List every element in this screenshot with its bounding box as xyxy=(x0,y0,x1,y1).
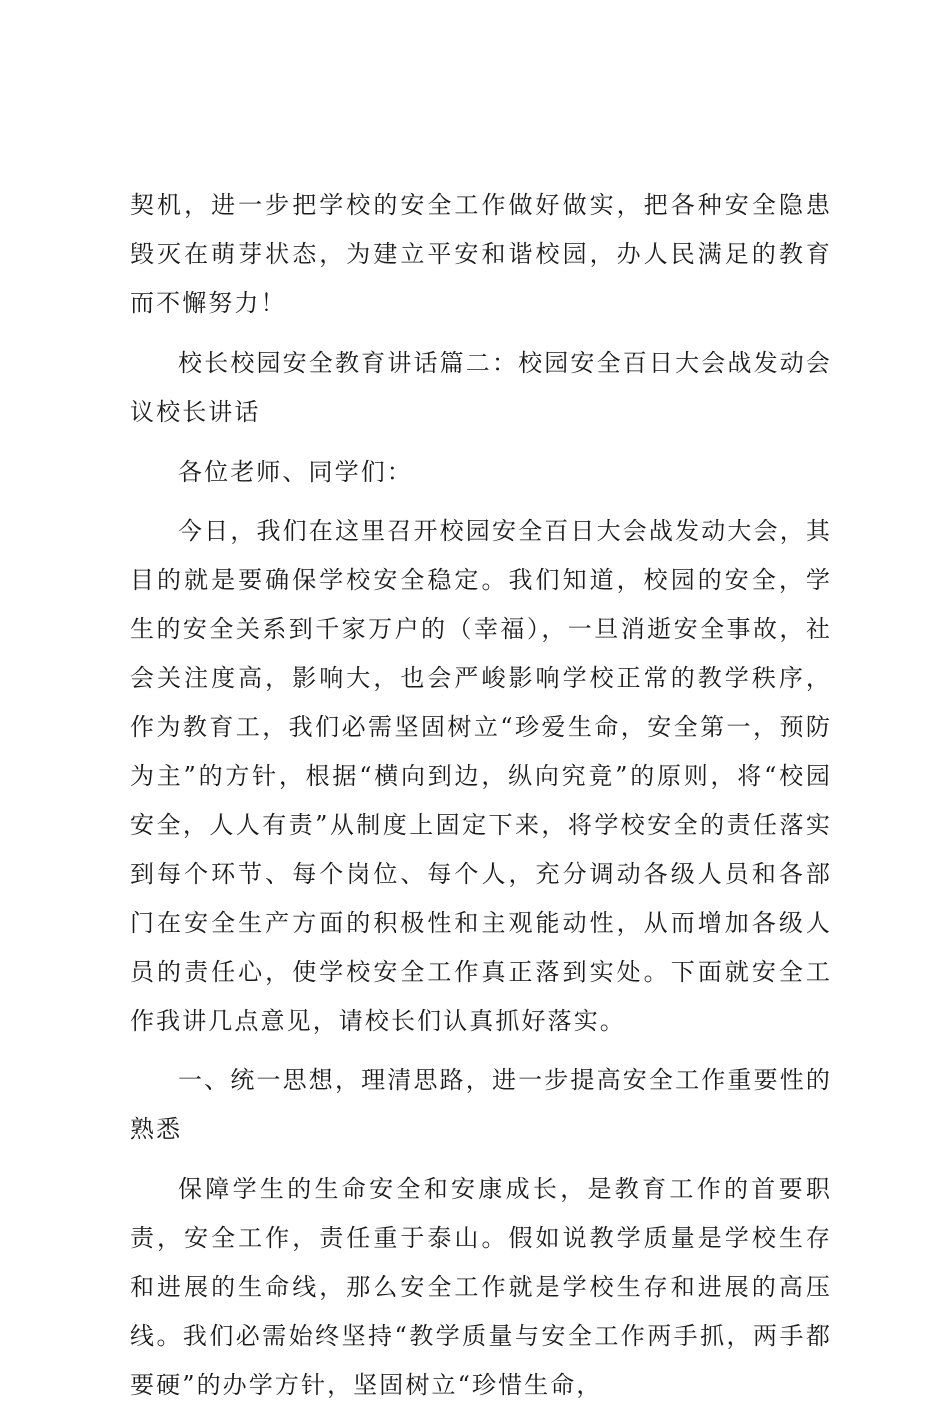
paragraph-closing-continuation: 契机，进一步把学校的安全工作做好做实，把各种安全隐患毁灭在萌芽状态，为建立平安和谐校园，办人民满足的教育而不懈努力！ xyxy=(130,191,832,317)
heading-point-one: 一、统一思想，理清思路，进一步提高安全工作重要性的熟悉 xyxy=(130,1066,832,1144)
document-body xyxy=(130,181,832,1410)
paragraph-point-one: 保障学生的生命安全和安康成长，是教育工作的首要职责，安全工作，责任重于泰山。假如说教学质量是学校生存和进展的生命线，那么安全工作就是学校生存和进展的高压线。我们必需始终坚持“教学质量与安全工作两手抓，两手都要硬”的办学方针，坚固树立“珍惜生命， xyxy=(130,1175,832,1399)
paragraph-opening: 今日，我们在这里召开校园安全百日大会战发动大会，其目的就是要确保学校安全稳定。我们知道，校园的安全，学生的安全关系到千家万户的（幸福），一旦消逝安全事故，社会关注度高，影响大，也会严峻影响学校正常的教学秩序，作为教育工，我们必需坚固树立“珍爱生命，安全第一，预防为主”的方针，根据“横向到边，纵向究竟”的原则，将“校园安全，人人有责”从制度上固定下来，将学校安全的责任落实到每个环节、每个岗位、每个人，充分调动各级人员和各部门在安全生产方面的积极性和主观能动性，从而增加各级人员的责任心，使学校安全工作真正落到实处。下面就安全工作我讲几点意见，请校长们认真抓好落实。 xyxy=(130,517,832,1035)
salutation: 各位老师、同学们： xyxy=(178,457,413,486)
section-title: 校长校园安全教育讲话篇二：校园安全百日大会战发动会议校长讲话 xyxy=(130,348,832,426)
